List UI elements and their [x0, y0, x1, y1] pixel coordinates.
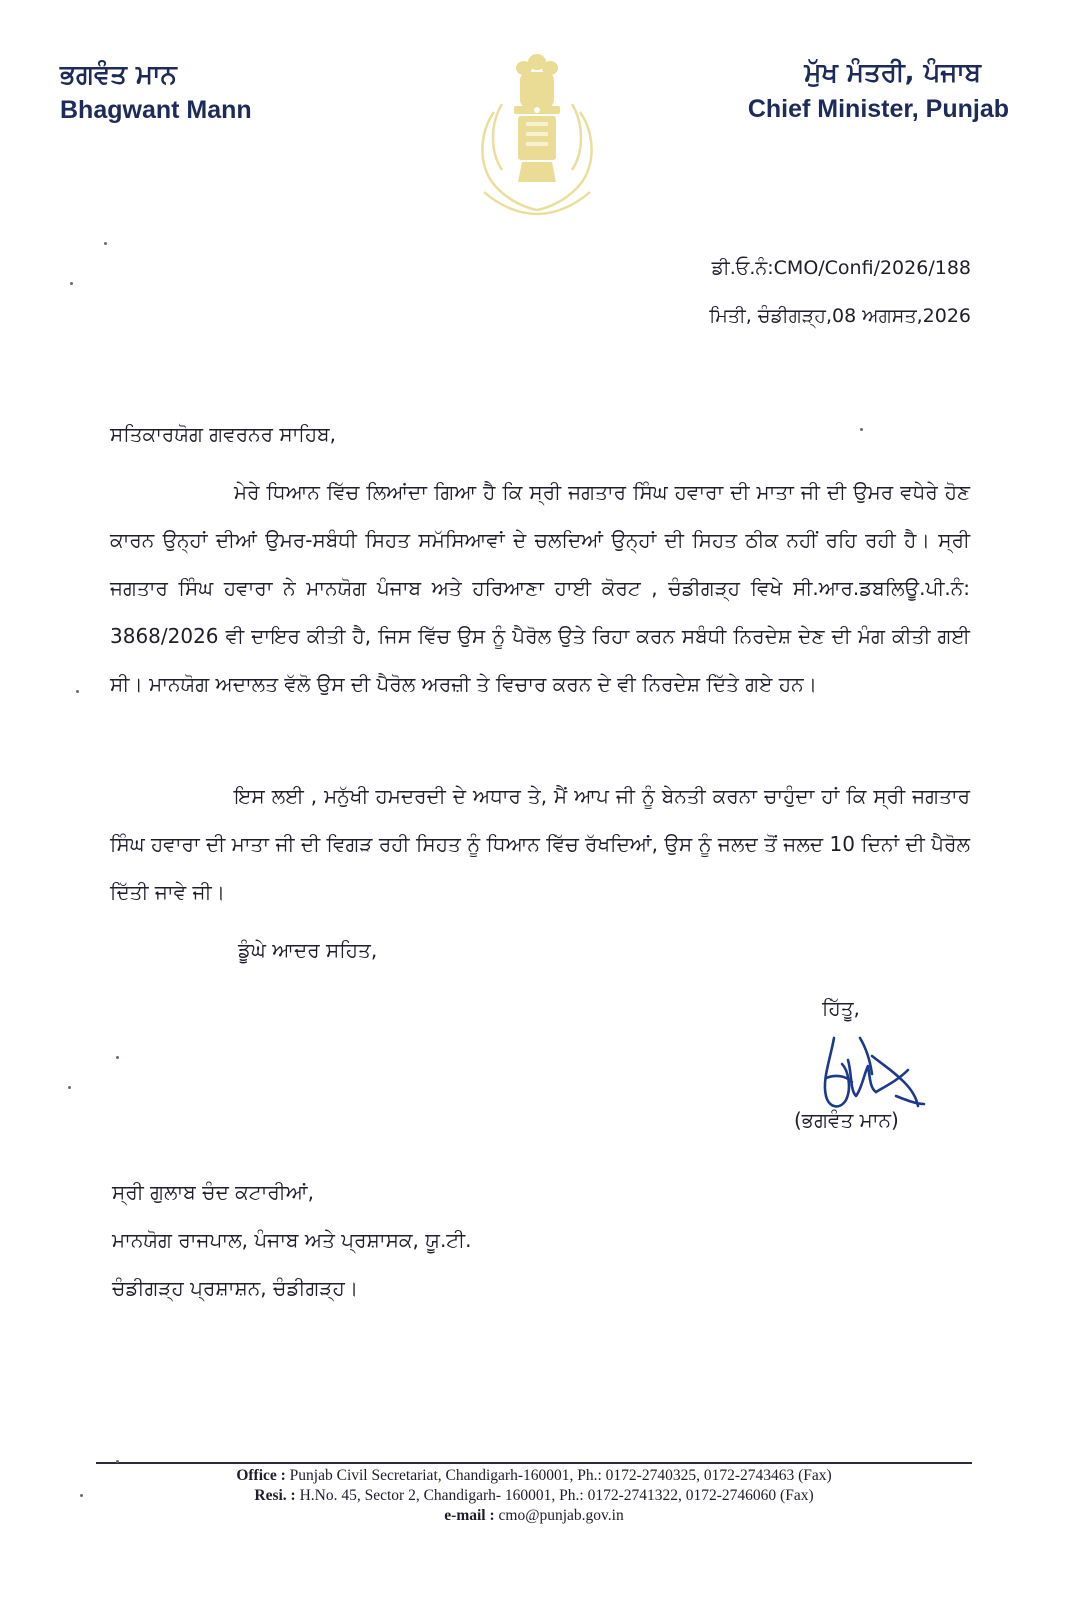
scan-speck: [116, 1056, 119, 1059]
state-emblem-icon: [462, 42, 612, 220]
footer-office-line: [96, 1467, 972, 1485]
letterhead-title-english: Chief Minister, Punjab: [747, 95, 1009, 123]
scan-speck: [76, 690, 79, 693]
footer-email-text: cmo@punjab.gov.in: [498, 1507, 624, 1524]
letter-date: ਮਿਤੀ, ਚੰਡੀਗੜ੍ਹ,08 ਅਗਸਤ,2026: [709, 305, 971, 327]
addressee-line-3: ਚੰਡੀਗੜ੍ਹ ਪ੍ਰਸ਼ਾਸ਼ਨ, ਚੰਡੀਗੜ੍ਹ।: [112, 1276, 359, 1300]
footer-email-label: e-mail :: [444, 1507, 495, 1524]
body-paragraph-1: ਮੇਰੇ ਧਿਆਨ ਵਿੱਚ ਲਿਆਂਦਾ ਗਿਆ ਹੈ ਕਿ ਸ੍ਰੀ ਜਗਤਾਰ ਸਿੰਘ ਹਵਾਰਾ ਦੀ ਮਾਤਾ ਜੀ ਦੀ ਉਮਰ ਵਧੇਰੇ ਹੋਣ ਕਾਰਨ ਉਨ੍ਹਾਂ ਦੀਆਂ ਉਮਰ-ਸਬੰਧੀ ਸਿਹਤ ਸਮੱਸਿਆਵਾਂ ਦੇ ਚਲਦਿਆਂ ਉਨ੍ਹਾਂ ਦੀ ਸਿਹਤ ਠੀਕ ਨਹੀਂ ਰਹਿ ਰਹੀ ਹੈ। ਸ੍ਰੀ ਜਗਤਾਰ ਸਿੰਘ ਹਵਾਰਾ ਨੇ ਮਾਨਯੋਗ ਪੰਜਾਬ ਅਤੇ ਹਰਿਆਣਾ ਹਾਈ ਕੋਰਟ , ਚੰਡੀਗੜ੍ਹ ਵਿਖੇ ਸੀ.ਆਰ.ਡਬਲਿਊ.ਪੀ.ਨੰ: 3868/2026 ਵੀ ਦਾਇਰ ਕੀਤੀ ਹੈ, ਜਿਸ ਵਿੱਚ ਉਸ ਨੂੰ ਪੈਰੋਲ ਉਤੇ ਰਿਹਾ ਕਰਨ ਸਬੰਧੀ ਨਿਰਦੇਸ਼ ਦੇਣ ਦੀ ਮੰਗ ਕੀਤੀ ਗਈ ਸੀ। ਮਾਨਯੋਗ ਅਦਾਲਤ ਵੱਲੋ ਉਸ ਦੀ ਪੈਰੋਲ ਅਰਜ਼ੀ ਤੇ ਵਿਚਾਰ ਕਰਨ ਦੇ ਵੀ ਨਿਰਦੇਸ਼ ਦਿੱਤੇ ਗਏ ਹਨ।: [110, 480, 970, 696]
addressee-line-2: ਮਾਨਯੋਗ ਰਾਜਪਾਲ, ਪੰਜਾਬ ਅਤੇ ਪ੍ਰਸ਼ਾਸਕ, ਯੂ.ਟੀ.: [112, 1228, 472, 1252]
footer-residence-text: H.No. 45, Sector 2, Chandigarh- 160001, Ph.: 0172-2741322, 0172-2746060 (Fax): [299, 1487, 814, 1504]
body-paragraph-2: ਇਸ ਲਈ , ਮਨੁੱਖੀ ਹਮਦਰਦੀ ਦੇ ਅਧਾਰ ਤੇ, ਮੈਂ ਆਪ ਜੀ ਨੂੰ ਬੇਨਤੀ ਕਰਨਾ ਚਾਹੁੰਦਾ ਹਾਂ ਕਿ ਸ੍ਰੀ ਜਗਤਾਰ ਸਿੰਘ ਹਵਾਰਾ ਦੀ ਮਾਤਾ ਜੀ ਦੀ ਵਿਗੜ ਰਹੀ ਸਿਹਤ ਨੂੰ ਧਿਆਨ ਵਿੱਚ ਰੱਖਦਿਆਂ, ਉਸ ਨੂੰ ਜਲਦ ਤੋਂ ਜਲਦ 10 ਦਿਨਾਂ ਦੀ ਪੈਰੋਲ ਦਿੱਤੀ ਜਾਵੇ ਜੀ।: [110, 784, 970, 904]
signature-icon: [812, 1030, 932, 1120]
scan-speck: [860, 428, 863, 431]
footer-residence-line: [96, 1487, 972, 1505]
scan-speck: [68, 1086, 71, 1089]
footer-divider: [96, 1462, 972, 1464]
salutation: ਸਤਿਕਾਰਯੋਗ ਗਵਰਨਰ ਸਾਹਿਬ,: [110, 422, 336, 446]
footer-office-text: Punjab Civil Secretariat, Chandigarh-160001, Ph.: 0172-2740325, 0172-2743463 (Fax): [289, 1467, 832, 1484]
letterhead-name-english: Bhagwant Mann: [60, 96, 252, 124]
footer-email-line: [96, 1507, 972, 1525]
scan-speck: [80, 1494, 83, 1497]
letterhead-title-punjabi: ਮੁੱਖ ਮੰਤਰੀ, ਪੰਜਾਬ: [804, 58, 981, 88]
footer-residence-label: Resi. :: [254, 1487, 296, 1504]
signer-name: (ਭਗਵੰਤ ਮਾਨ): [794, 1108, 899, 1132]
scan-speck: [116, 1460, 119, 1463]
scan-speck: [104, 242, 107, 245]
footer-office-label: Office :: [236, 1467, 286, 1484]
scan-speck: [70, 282, 73, 285]
reference-number: ਡੀ.ਓ.ਨੰ:CMO/Confi/2026/188: [711, 257, 971, 279]
yours-line: ਹਿੱਤੂ,: [822, 996, 860, 1020]
closing-line: ਡੂੰਘੇ ਆਦਰ ਸਹਿਤ,: [238, 938, 378, 962]
letterhead-name-punjabi: ਭਗਵੰਤ ਮਾਨ: [60, 60, 177, 90]
addressee-line-1: ਸ੍ਰੀ ਗੁਲਾਬ ਚੰਦ ਕਟਾਰੀਆਂ,: [112, 1180, 314, 1204]
